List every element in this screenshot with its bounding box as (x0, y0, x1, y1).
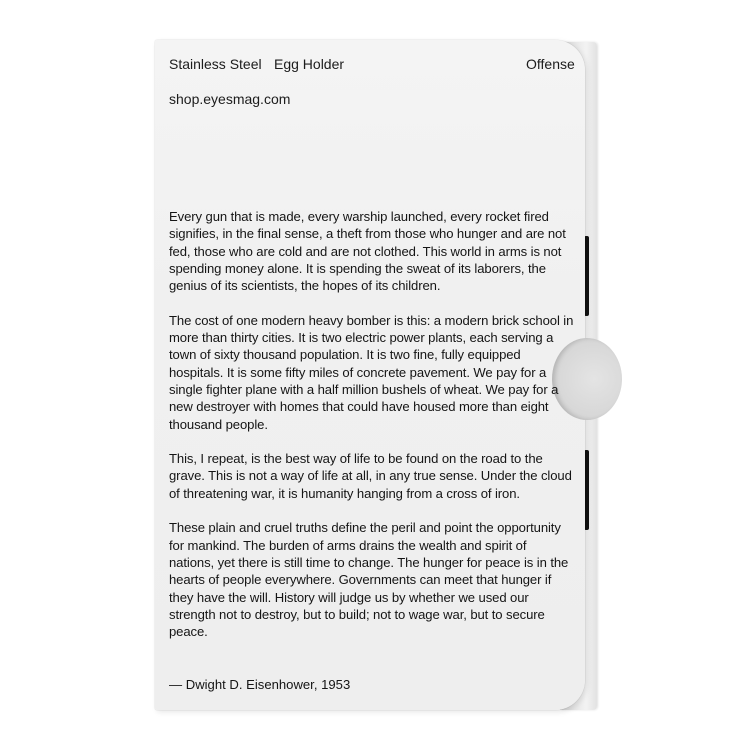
card-quote (169, 208, 574, 658)
card-header-product: Egg Holder (274, 56, 345, 72)
quote-paragraph-1: Every gun that is made, every warship launched, every rocket fired signifies, in the final sense, a theft from those who hunger and are not fed, those who are cold and are not clothed. This world in arms is not spending money alone. It is spending the sweat of its laborers, the genius of its scientists, the hopes of its children. (169, 209, 566, 294)
card-url: shop.eyesmag.com (169, 91, 291, 107)
quote-paragraph-2: The cost of one modern heavy bomber is this: a modern brick school in more than thirty cities. It is two electric power plants, each serving a town of sixty thousand population. It is two fine, fully equipped hospitals. It is some fifty miles of concrete pavement. We pay for a single fighter plane with a half million bushels of wheat. We pay for a new destroyer with homes that could have housed more than eight thousand people. (169, 312, 574, 432)
quote-attribution: — Dwight D. Eisenhower, 1953 (169, 677, 351, 692)
card-header-collection: Offense (526, 56, 575, 72)
quote-paragraph-4: These plain and cruel truths define the peril and point the opportunity for mankind. The burden of arms drains the wealth and spirit of nations, yet there is still time to change. The hunger for peace is in the hearts of people everywhere. Governments can meet that hunger if they have the will. History will judge us by whether we used our strength not to destroy, but to build; not to wage war, but to secure peace. (169, 520, 569, 640)
card-header-material: Stainless Steel (169, 56, 262, 72)
quote-paragraph-3: This, I repeat, is the best way of life to be found on the road to the grave. This is not a way of life at all, in any true sense. Under the cloud of threatening war, it is humanity hanging from a cross of iron. (169, 451, 572, 501)
